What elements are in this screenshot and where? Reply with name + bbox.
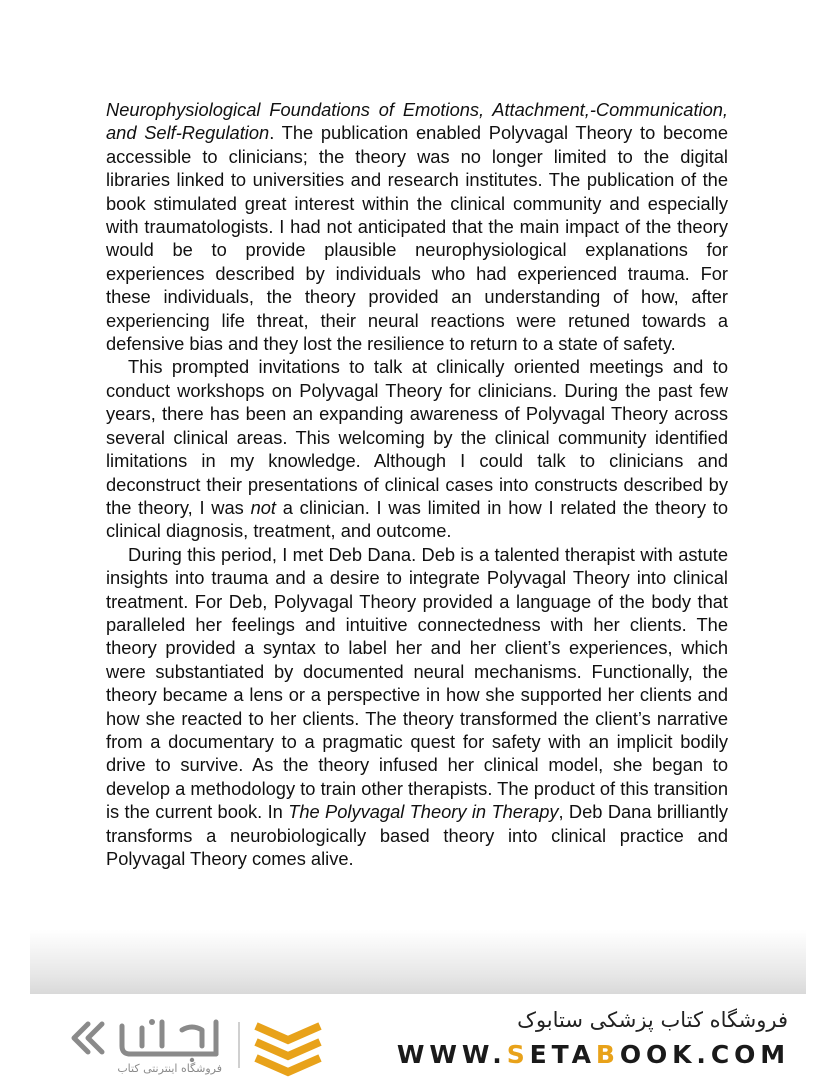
paragraph-2-text-after: a clinician. I was limited in how I related the theory to clinical diagnosis, treatment, and outcome. [106,496,728,542]
emphasis-not: not [250,496,276,518]
setabook-logo-icon [66,1016,230,1062]
logo-divider [238,1022,240,1068]
url-mid: ETA [529,1040,596,1069]
url-suffix: OOK.COM [619,1040,790,1069]
paragraph-1-text: . The publication enabled Polyvagal Theory to become accessible to clinicians; the theory was no longer limited to the digital libraries linked to universities and research institutes. The publication of the book stimulated great interest within the clinical community and especially with traumatologists. I had not anticipated that the main impact of the theory would be to provide plausible neurophysiological explanations for experiences described by individuals who had experienced trauma. For these individuals, the theory provided an understanding of how, after experiencing life threat, their neural reactions were retuned towards a defensive bias and they lost the resilience to return to a state of safety. [106,122,728,355]
url-prefix: WWW. [396,1040,507,1069]
stacked-chevron-icon [250,1018,326,1080]
footer-shade [30,930,806,994]
url-accent-s: S [506,1040,530,1069]
store-name: فروشگاه کتاب پزشکی ستابوک [517,1008,788,1032]
url-accent-b: B [595,1040,620,1069]
paragraph-2-text-before: This prompted invitations to talk at clinically oriented meetings and to conduct workshops on Polyvagal Theory for clinicians. During the past few years, there has been an expanding awareness of Polyvagal Theory across several clinical areas. This welcoming by the clinical community identified limitations in my knowledge. Although I could talk to clinicians and deconstruct their presentations of clinical cases into constructs described by the theory, I was [106,356,728,518]
store-url [397,1040,790,1069]
logo-tagline: فروشگاه اینترنتی کتاب [117,1062,222,1075]
paragraph-3 [106,543,728,871]
paragraph-2 [106,355,728,542]
paragraph-3-text-after: , Deb Dana brilliantly transforms a neurobiologically based theory into clinical practice and Polyvagal Theory comes alive. [106,801,728,869]
page-body [106,98,728,870]
paragraph-1 [106,98,728,355]
paragraph-3-text-before: During this period, I met Deb Dana. Deb is a talented therapist with astute insights into trauma and a desire to integrate Polyvagal Theory into clinical treatment. For Deb, Polyvagal Theory provided a language of the body that paralleled her feelings and intuitive connectedness with her clients. The theory provided a syntax to label her and her client’s experiences, which were substantiated by documented neural mechanisms. Functionally, the theory became a lens or a perspective in how she supported her clients and how she reacted to her clients. The theory transformed the client’s narrative from a documentary to a pragmatic quest for safety with an implicit bodily drive to survive. As the theory infused her clinical model, she began to develop a methodology to train other therapists. The product of this transition is the current book. In [106,543,728,823]
book-title-polyvagal-therapy: The Polyvagal Theory in Therapy [288,801,559,823]
book-title-italic: Neurophysiological Foundations of Emotions, Attachment,-Communication, and Self-Regulation [106,99,728,144]
